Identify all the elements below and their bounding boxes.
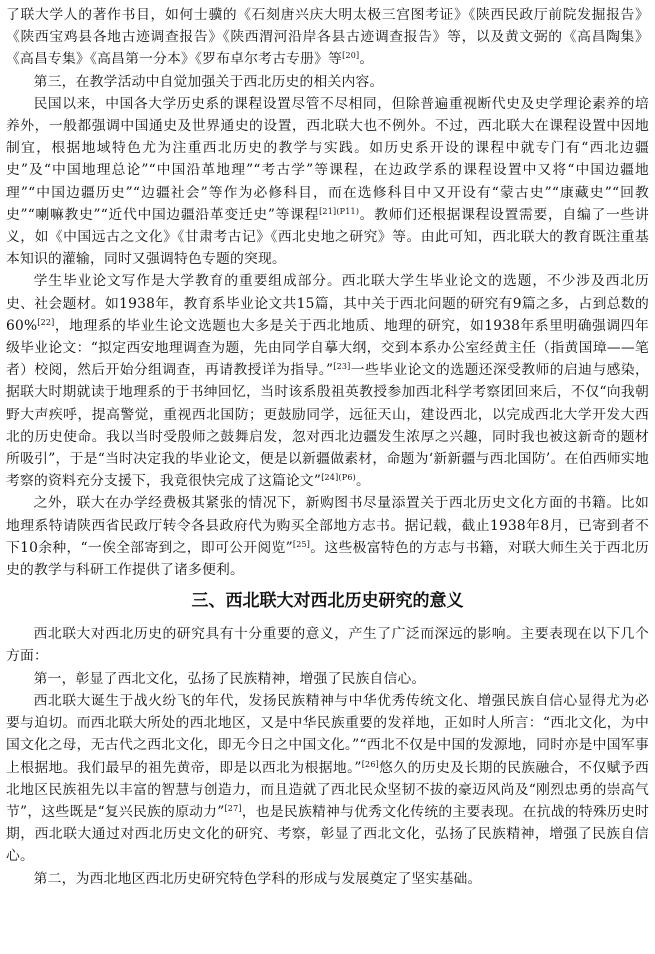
- citation-20: [20]: [342, 51, 360, 61]
- paragraph-thesis: 学生毕业论文写作是大学教育的重要组成部分。西北联大学生毕业论文的选题，不少涉及西北历史、社会题材。如1938年，教育系毕业论文共15篇，其中关于西北问题的研究有9篇之多，占到总数的60%[22]，地理系的毕业生论文选题也大多是关于西北地质、地理的研究，如1938年系里明确强调四年级毕业论文：“拟定西安地理调查为题，先由同学自摹大纲，交到本系办公室经黄主任（指黄国璋——笔者）校阅，然后开始分组调查，再请教授详为指导。”[23]一些毕业论文的选题还深受教师的启迪与感染，据联大时期就读于地理系的于书绅回忆，当时该系殷祖英教授参加西北科学考察团回来后，不仅“向我朝野大声疾呼，提高警觉，重视西北国防；更鼓励同学，远征天山，建设西北，以完成西北大学开发大西北的历史使命。我以当时受殷师之鼓舞启发，忽对西北边疆发生浓厚之兴趣，同时我也被这新奇的题材所吸引”，于是“当时决定我的毕业论文，便是以新疆做素材，命题为‘新新疆与西北国防’。在伯西师实地考察的资料充分支援下，我竟很快完成了这篇论文”$^{[24](P6)}$。: [6, 273, 650, 490]
- paragraph-point-three: 第三，在教学活动中自觉加强关于西北历史的相关内容。: [33, 73, 384, 90]
- citation-24: [24](P6): [321, 473, 356, 483]
- paragraph-intro: 西北联大对西北历史的研究具有十分重要的意义，产生了广泛而深远的影响。主要表现在以下几个方面：: [6, 626, 649, 665]
- citation-25: [25]: [292, 539, 311, 549]
- paragraph-library: 之外，联大在办学经费极其紧张的情况下，新购图书尽量添置关于西北历史文化方面的书籍。比如地理系特请陕西省民政厅转令各县政府代为购买全部地方志书。据记载，截止1938年8月，已寄到者不下10余种，“一俟全部寄到之，即可公开阅览”[25]。这些极富特色的方志与书籍，对联大师生关于西北历史的教学与科研工作提供了诸多便利。: [6, 495, 649, 579]
- paragraph-point-two: 第二，为西北地区西北历史研究特色学科的形成与发展奠定了坚实基础。: [33, 870, 482, 887]
- citation-26: [26]: [361, 759, 379, 769]
- citation-27: [27]: [224, 803, 242, 813]
- citation-22: [22]: [37, 317, 55, 327]
- citation-21: [21](P11): [319, 206, 360, 216]
- paragraph-national-spirit: 西北联大诞生于战火纷飞的年代，发扬民族精神与中华优秀传统文化、增强民族自信心显得尤为必要与迫切。而西北联大所处的西北地区，又是中华民族重要的发祥地，正如时人所言：“西北文化，为中国文化之母，无古代之西北文化，即无今日之中国文化。”“西北不仅是中国的发源地，同时亦是中国军事上根据地。我们最早的祖先黄帝，即是以西北为根据地。”[26]悠久的历史及长期的民族融合，不仅赋予西北地区民族祖先以丰富的智慧与创造力，而且造就了西北民众坚韧不拔的豪迈风尚及“刚烈忠勇的崇高气节”，这些既是“复兴民族的原动力”[27]，也是民族精神与优秀文化传统的主要表现。在抗战的特殊历史时期，西北联大通过对西北历史文化的研究、考察，彰显了西北文化，弘扬了民族精神，增强了民族自信心。: [6, 692, 649, 865]
- paragraph-bibliography: 了联大学人的著作书目，如何士骥的《石刻唐兴庆大明太极三宫图考证》《陕西民政厅前院发掘报告》《陕西宝鸡县各地古迹调查报告》《陕西渭河沿岸各县古迹调查报告》等，以及黄文弼的《高昌陶集》《高昌专集》《高昌第一分本》《罗布卓尔考古专册》等[20]。: [6, 7, 649, 68]
- section-title: 三、西北联大对西北历史研究的意义: [191, 591, 464, 612]
- citation-23: [23]: [333, 362, 351, 372]
- paragraph-point-one: 第一，彰显了西北文化，弘扬了民族精神，增强了民族自信心。: [33, 670, 426, 687]
- paragraph-curriculum: 民国以来，中国各大学历史系的课程设置尽管不尽相同，但除普遍重视断代史及史学理论素养的培养外，一般都强调中国通史及世界通史的设置，西北联大也不例外。不过，西北联大在课程设置中因地制宜，根据地域特色尤为注重西北历史的教学与实践。如历史系开设的课程中就专门有“西北边疆史”及“中国地理总论”“中国沿革地理”“考古学”等课程，在边政学系的课程设置中又将“中国边疆地理”“中国边疆历史”“边疆社会”等作为必修科目，而在选修科目中又开设有“蒙古史”“康藏史”“回教史”“喇嘛教史”“近代中国边疆沿革变迁史”等课程$^{[21](P11)}$。教师们还根据课程设置需要，自编了一些讲义，如《中国远古之文化》《甘肃考古记》《西北史地之研究》等。由此可知，西北联大的教育既注重基本知识的灌输，同时又强调特色专题的突现。: [6, 95, 649, 268]
